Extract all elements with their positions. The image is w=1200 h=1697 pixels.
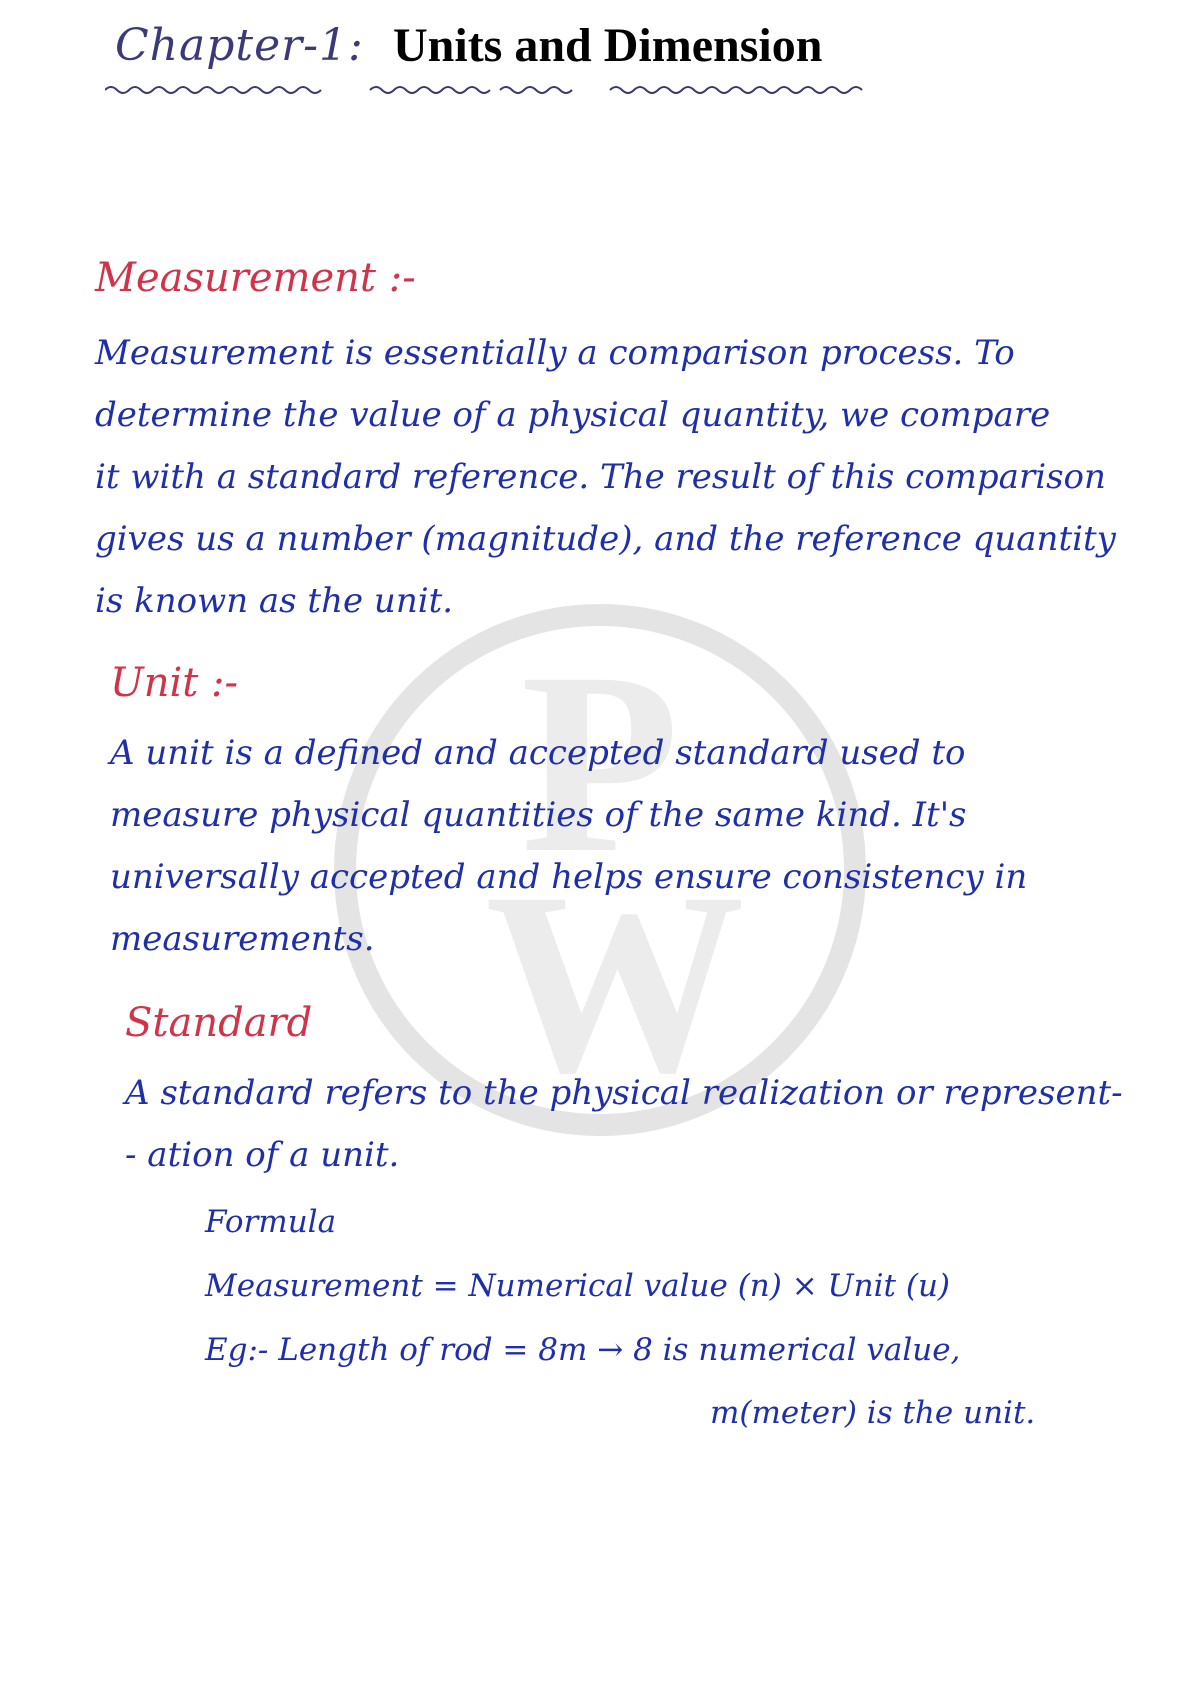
unit-line-4: measurements. <box>110 919 375 959</box>
formula-example-line-1: Eg:- Length of rod = 8m → 8 is numerical value, <box>205 1332 961 1368</box>
measurement-line-2: determine the value of a physical quantity, we compare <box>95 395 1051 435</box>
watermark-letter-w: W <box>485 839 745 1127</box>
heading-measurement: Measurement :- <box>95 255 416 301</box>
paragraph-standard <box>125 1062 1123 1186</box>
paragraph-measurement <box>95 322 1116 632</box>
paragraph-unit <box>110 722 1027 970</box>
unit-line-1: A unit is a defined and accepted standard used to <box>110 733 966 773</box>
formula-example-continuation <box>710 1382 1035 1444</box>
unit-line-3: universally accepted and helps ensure consistency in <box>110 857 1028 897</box>
standard-line-1: A standard refers to the physical realization or represent- <box>125 1073 1123 1113</box>
formula-block <box>205 1190 960 1382</box>
formula-label: Formula <box>205 1204 337 1240</box>
watermark-letter-p: P <box>520 619 680 907</box>
formula-example-line-2: m(meter) is the unit. <box>710 1395 1036 1431</box>
heading-unit: Unit :- <box>110 660 239 706</box>
measurement-line-5: is known as the unit. <box>95 581 454 621</box>
measurement-line-4: gives us a number (magnitude), and the reference quantity <box>95 519 1116 559</box>
header-underline <box>105 78 895 98</box>
measurement-line-1: Measurement is essentially a comparison process. To <box>95 333 1015 373</box>
chapter-label: Chapter-1: <box>115 20 364 71</box>
heading-standard: Standard <box>125 1000 313 1046</box>
formula-equation: Measurement = Numerical value (n) × Unit (u) <box>205 1268 951 1304</box>
chapter-title: Units and Dimension <box>393 19 823 72</box>
unit-line-2: measure physical quantities of the same kind. It's <box>110 795 967 835</box>
standard-line-2: - ation of a unit. <box>125 1135 400 1175</box>
measurement-line-3: it with a standard reference. The result of this comparison <box>95 457 1106 497</box>
